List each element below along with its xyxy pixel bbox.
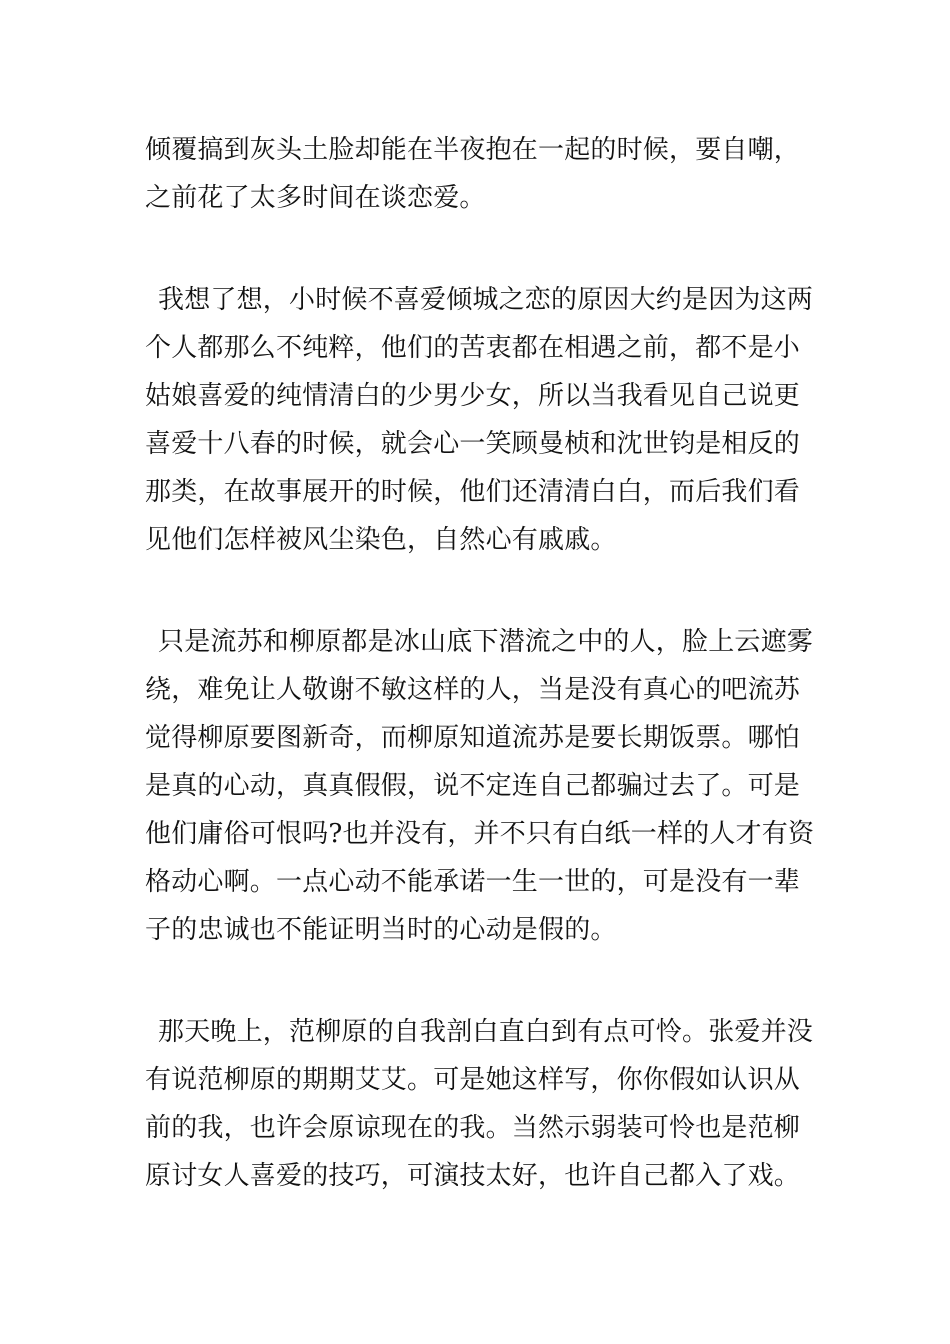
paragraph-3-line-2: 绕，难免让人敬谢不敏这样的人，当是没有真心的吧流苏 — [145, 675, 801, 705]
paragraph-4-line-2: 有说范柳原的期期艾艾。可是她这样写，你你假如认识从 — [145, 1065, 801, 1095]
paragraph-2-line-3: 姑娘喜爱的纯情清白的少男少女，所以当我看见自己说更 — [145, 381, 801, 411]
paragraph-4-line-1: 那天晚上，范柳原的自我剖白直白到有点可怜。张爱并没 — [158, 1017, 814, 1047]
paragraph-3-line-1: 只是流苏和柳原都是冰山底下潜流之中的人，脸上云遮雾 — [158, 627, 814, 657]
paragraph-2-line-1: 我想了想，小时候不喜爱倾城之恋的原因大约是因为这两 — [158, 285, 814, 315]
paragraph-2-line-5: 那类，在故事展开的时候，他们还清清白白，而后我们看 — [145, 477, 801, 507]
paragraph-3-line-7: 子的忠诚也不能证明当时的心动是假的。 — [145, 915, 617, 945]
paragraph-2-line-2: 个人都那么不纯粹，他们的苦衷都在相遇之前，都不是小 — [145, 333, 801, 363]
paragraph-1-line-2: 之前花了太多时间在谈恋爱。 — [145, 183, 486, 213]
paragraph-2-line-4: 喜爱十八春的时候，就会心一笑顾曼桢和沈世钧是相反的 — [145, 429, 801, 459]
paragraph-4-line-4: 原讨女人喜爱的技巧，可演技太好，也许自己都入了戏。 — [145, 1161, 801, 1191]
paragraph-1-line-1: 倾覆搞到灰头土脸却能在半夜抱在一起的时候，要自嘲， — [145, 135, 801, 165]
paragraph-3-line-5: 他们庸俗可恨吗?也并没有，并不只有白纸一样的人才有资 — [145, 819, 815, 849]
paragraph-3-line-6: 格动心啊。一点心动不能承诺一生一世的，可是没有一辈 — [145, 867, 801, 897]
paragraph-3-line-4: 是真的心动，真真假假，说不定连自己都骗过去了。可是 — [145, 771, 801, 801]
paragraph-4-line-3: 前的我，也许会原谅现在的我。当然示弱装可怜也是范柳 — [145, 1113, 801, 1143]
paragraph-2-line-6: 见他们怎样被风尘染色，自然心有戚戚。 — [145, 525, 617, 555]
paragraph-3-line-3: 觉得柳原要图新奇，而柳原知道流苏是要长期饭票。哪怕 — [145, 723, 801, 753]
